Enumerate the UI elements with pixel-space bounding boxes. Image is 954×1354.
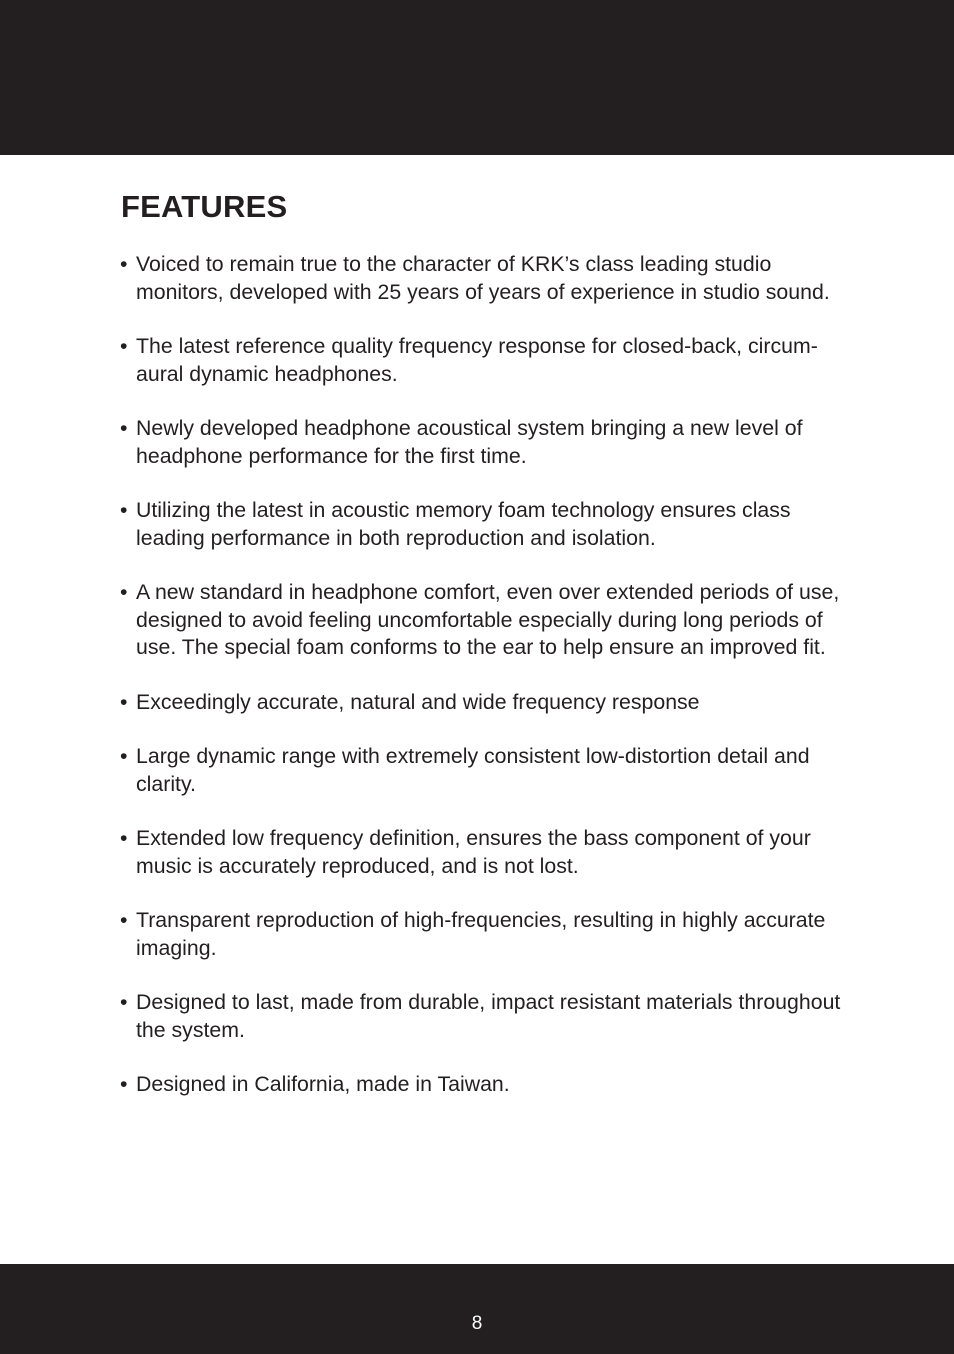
list-item — [120, 579, 860, 662]
list-item — [120, 333, 860, 388]
bullet: • — [120, 416, 128, 440]
feature-text: Large dynamic range with extremely consistent low-distortion detail and clarity. — [136, 744, 810, 796]
feature-text: Utilizing the latest in acoustic memory foam technology ensures class leading performance in both reproduction and isolation. — [136, 498, 791, 550]
list-item — [120, 497, 860, 552]
feature-list — [120, 251, 860, 1126]
feature-text: Newly developed headphone acoustical system bringing a new level of headphone performance for the first time. — [136, 416, 803, 468]
bullet: • — [120, 990, 128, 1014]
list-item — [120, 907, 860, 962]
bullet: • — [120, 252, 128, 276]
header-band — [0, 0, 954, 155]
feature-text: A new standard in headphone comfort, even over extended periods of use, designed to avoid feeling uncomfortable especially during long periods of use. The special foam conforms to the ear to help ensure an improved fit. — [136, 580, 840, 659]
feature-text: Exceedingly accurate, natural and wide frequency response — [136, 689, 700, 714]
footer-band — [0, 1264, 954, 1354]
list-item — [120, 1071, 860, 1099]
feature-text: The latest reference quality frequency response for closed-back, circum-aural dynamic headphones. — [136, 334, 818, 386]
list-item — [120, 743, 860, 798]
feature-text: Designed to last, made from durable, impact resistant materials throughout the system. — [136, 990, 841, 1042]
list-item — [120, 415, 860, 470]
bullet: • — [120, 334, 128, 358]
page-title: FEATURES — [121, 189, 288, 224]
bullet: • — [120, 744, 128, 768]
bullet: • — [120, 580, 128, 604]
bullet: • — [120, 826, 128, 850]
list-item — [120, 251, 860, 306]
bullet: • — [120, 689, 128, 714]
bullet: • — [120, 498, 128, 522]
list-item — [120, 989, 860, 1044]
feature-text: Extended low frequency definition, ensures the bass component of your music is accurately reproduced, and is not lost. — [136, 826, 811, 878]
bullet: • — [120, 908, 128, 932]
feature-text: Transparent reproduction of high-frequencies, resulting in highly accurate imaging. — [136, 908, 826, 960]
bullet: • — [120, 1072, 128, 1096]
feature-text: Designed in California, made in Taiwan. — [136, 1072, 510, 1096]
list-item — [120, 825, 860, 880]
feature-text: Voiced to remain true to the character of KRK’s class leading studio monitors, developed with 25 years of years of experience in studio sound. — [136, 252, 830, 304]
list-item — [120, 689, 860, 717]
page-number: 8 — [471, 1313, 483, 1334]
